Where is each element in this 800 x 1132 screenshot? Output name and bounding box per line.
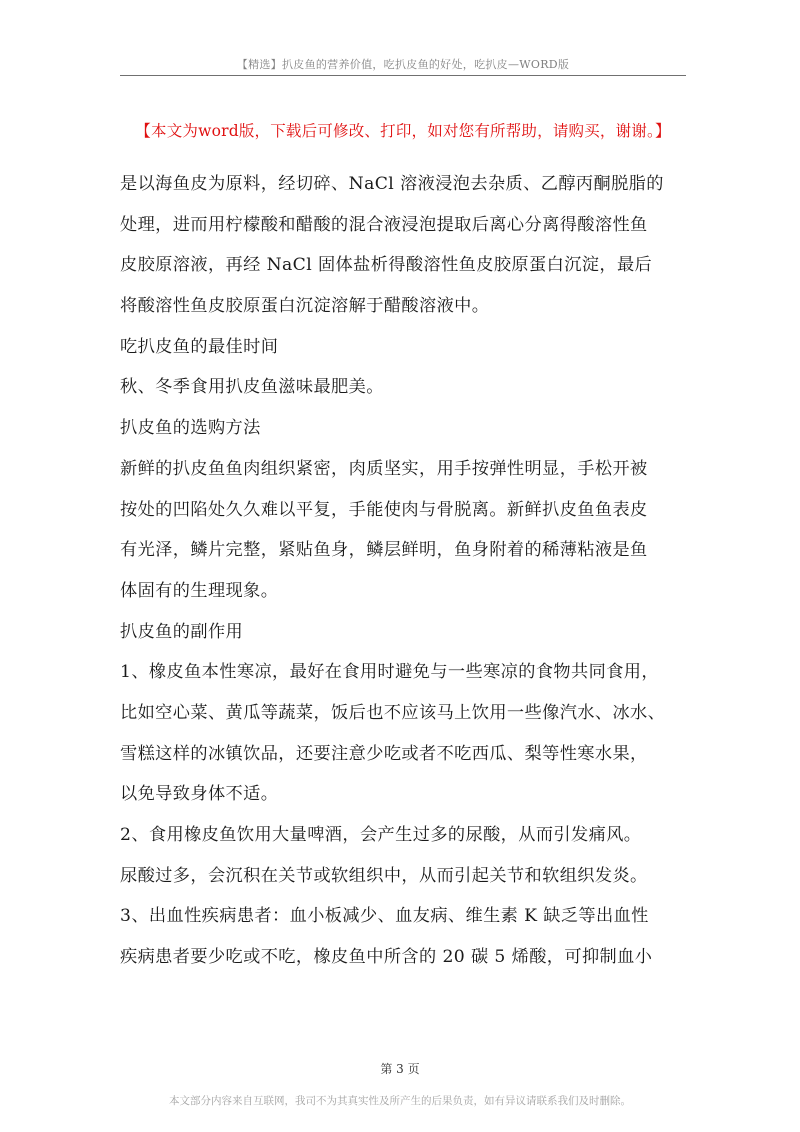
body-line: 雪糕这样的冰镇饮品，还要注意少吃或者不吃西瓜、梨等性寒水果， <box>120 743 648 764</box>
body-line: 疾病患者要少吃或不吃，橡皮鱼中所含的 20 碳 5 烯酸，可抑制血小 <box>120 947 653 968</box>
page-header-title: 【精选】扒皮鱼的营养价值，吃扒皮鱼的好处，吃扒皮—WORD版 <box>236 58 570 71</box>
section-heading: 扒皮鱼的选购方法 <box>120 418 261 439</box>
purchase-notice: 【本文为word版，下载后可修改、打印，如对您有所帮助，请购买，谢谢。】 <box>135 122 671 140</box>
document-body <box>120 164 686 978</box>
section-heading: 扒皮鱼的副作用 <box>120 621 244 642</box>
header-divider <box>120 75 686 76</box>
body-line: 按处的凹陷处久久难以平复，手能使肉与骨脱离。新鲜扒皮鱼鱼表皮 <box>120 499 648 520</box>
page-footer-disclaimer: 本文部分内容来自互联网，我司不为其真实性及所产生的后果负责，如有异议请联系我们及时删除。 <box>169 1095 631 1107</box>
section-heading: 吃扒皮鱼的最佳时间 <box>120 336 279 357</box>
body-line: 是以海鱼皮为原料，经切碎、NaCl 溶液浸泡去杂质、乙醇丙酮脱脂的 <box>120 174 664 194</box>
body-line: 秋、冬季食用扒皮鱼滋味最肥美。 <box>120 377 384 398</box>
body-line: 2、食用橡皮鱼饮用大量啤酒，会产生过多的尿酸，从而引发痛风。 <box>120 825 642 845</box>
body-line: 3、出血性疾病患者：血小板减少、血友病、维生素 K 缺乏等出血性 <box>120 906 649 927</box>
page-number: 第 3 页 <box>380 1062 420 1076</box>
body-line: 新鲜的扒皮鱼鱼肉组织紧密，肉质坚实，用手按弹性明显，手松开被 <box>120 458 648 479</box>
body-line: 1、橡皮鱼本性寒凉，最好在食用时避免与一些寒凉的食物共同食用， <box>120 662 659 683</box>
body-line: 将酸溶性鱼皮胶原蛋白沉淀溶解于醋酸溶液中。 <box>120 296 490 317</box>
body-line: 以免导致身体不适。 <box>120 784 279 805</box>
body-line: 尿酸过多，会沉积在关节或软组织中，从而引起关节和软组织发炎。 <box>120 865 648 886</box>
body-line: 体固有的生理现象。 <box>120 580 279 601</box>
body-line: 处理，进而用柠檬酸和醋酸的混合液浸泡提取后离心分离得酸溶性鱼 <box>120 214 648 235</box>
body-line: 比如空心菜、黄瓜等蔬菜，饭后也不应该马上饮用一些像汽水、冰水、 <box>120 702 666 723</box>
body-line: 皮胶原溶液，再经 NaCl 固体盐析得酸溶性鱼皮胶原蛋白沉淀，最后 <box>120 255 653 276</box>
body-line: 有光泽，鳞片完整，紧贴鱼身，鳞层鲜明，鱼身附着的稀薄粘液是鱼 <box>120 540 648 561</box>
